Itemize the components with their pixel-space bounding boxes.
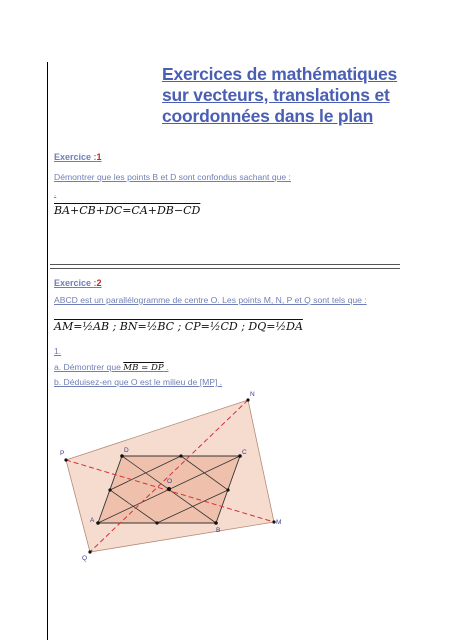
point-d bbox=[120, 454, 124, 458]
label-m: M bbox=[276, 519, 282, 526]
midpoint-dc bbox=[179, 454, 182, 457]
midpoint-cb bbox=[226, 488, 229, 491]
exercise-1-label[interactable] bbox=[54, 152, 102, 162]
section-divider-top bbox=[50, 264, 400, 265]
label-a: A bbox=[90, 517, 95, 524]
question-1a-prefix: a. Démontrer que bbox=[54, 362, 121, 372]
margin-line bbox=[47, 62, 48, 640]
question-1a-suffix: . bbox=[166, 362, 169, 372]
exercise-2-statement[interactable]: ABCD est un parallélogramme de centre O. Les points M, N, P et Q sont tels que : bbox=[54, 295, 367, 305]
question-1-number[interactable]: 1. bbox=[54, 346, 62, 356]
label-d: D bbox=[124, 447, 129, 454]
exercise-1-number: 1 bbox=[96, 152, 102, 162]
exercise-2-formula-text: AM=½AB ; BN=½BC ; CP=½CD ; DQ=½DA bbox=[54, 320, 303, 333]
label-p: P bbox=[60, 450, 65, 457]
exercise-1-formula-text: BA+CB+DC=CA+DB−CD bbox=[54, 204, 201, 217]
exercise-1-formula bbox=[54, 204, 200, 217]
label-q: Q bbox=[82, 555, 88, 562]
exercise-2-formula bbox=[54, 320, 303, 333]
label-n: N bbox=[250, 391, 255, 398]
midpoint-ad bbox=[108, 488, 111, 491]
label-c: C bbox=[242, 449, 247, 456]
exercise-2-label-text: Exercice : bbox=[54, 278, 97, 288]
point-a bbox=[96, 521, 100, 525]
point-q bbox=[88, 550, 91, 553]
point-n bbox=[246, 398, 249, 401]
point-b bbox=[214, 521, 218, 525]
label-o: O bbox=[167, 478, 173, 485]
question-1a-formula: MB = DP bbox=[123, 363, 164, 373]
section-divider-bottom bbox=[50, 268, 400, 269]
exercise-1-label-text: Exercice : bbox=[54, 152, 97, 162]
point-o bbox=[167, 487, 171, 491]
question-1a[interactable] bbox=[54, 362, 169, 373]
exercise-1-statement[interactable]: Démontrer que les points B et D sont confondus sachant que : bbox=[54, 172, 291, 182]
point-p bbox=[64, 458, 67, 461]
question-1b[interactable]: b. Déduisez-en que O est le milieu de [MP] . bbox=[54, 377, 223, 387]
exercise-1-dot: . bbox=[54, 189, 57, 198]
label-b: B bbox=[216, 527, 221, 534]
page-title[interactable]: Exercices de mathématiques sur vecteurs, translations et coordonnées dans le plan bbox=[162, 64, 398, 126]
exercise-2-label[interactable] bbox=[54, 278, 102, 288]
exercise-2-number: 2 bbox=[96, 278, 102, 288]
midpoint-ba bbox=[155, 521, 158, 524]
parallelogram-figure bbox=[58, 388, 298, 568]
